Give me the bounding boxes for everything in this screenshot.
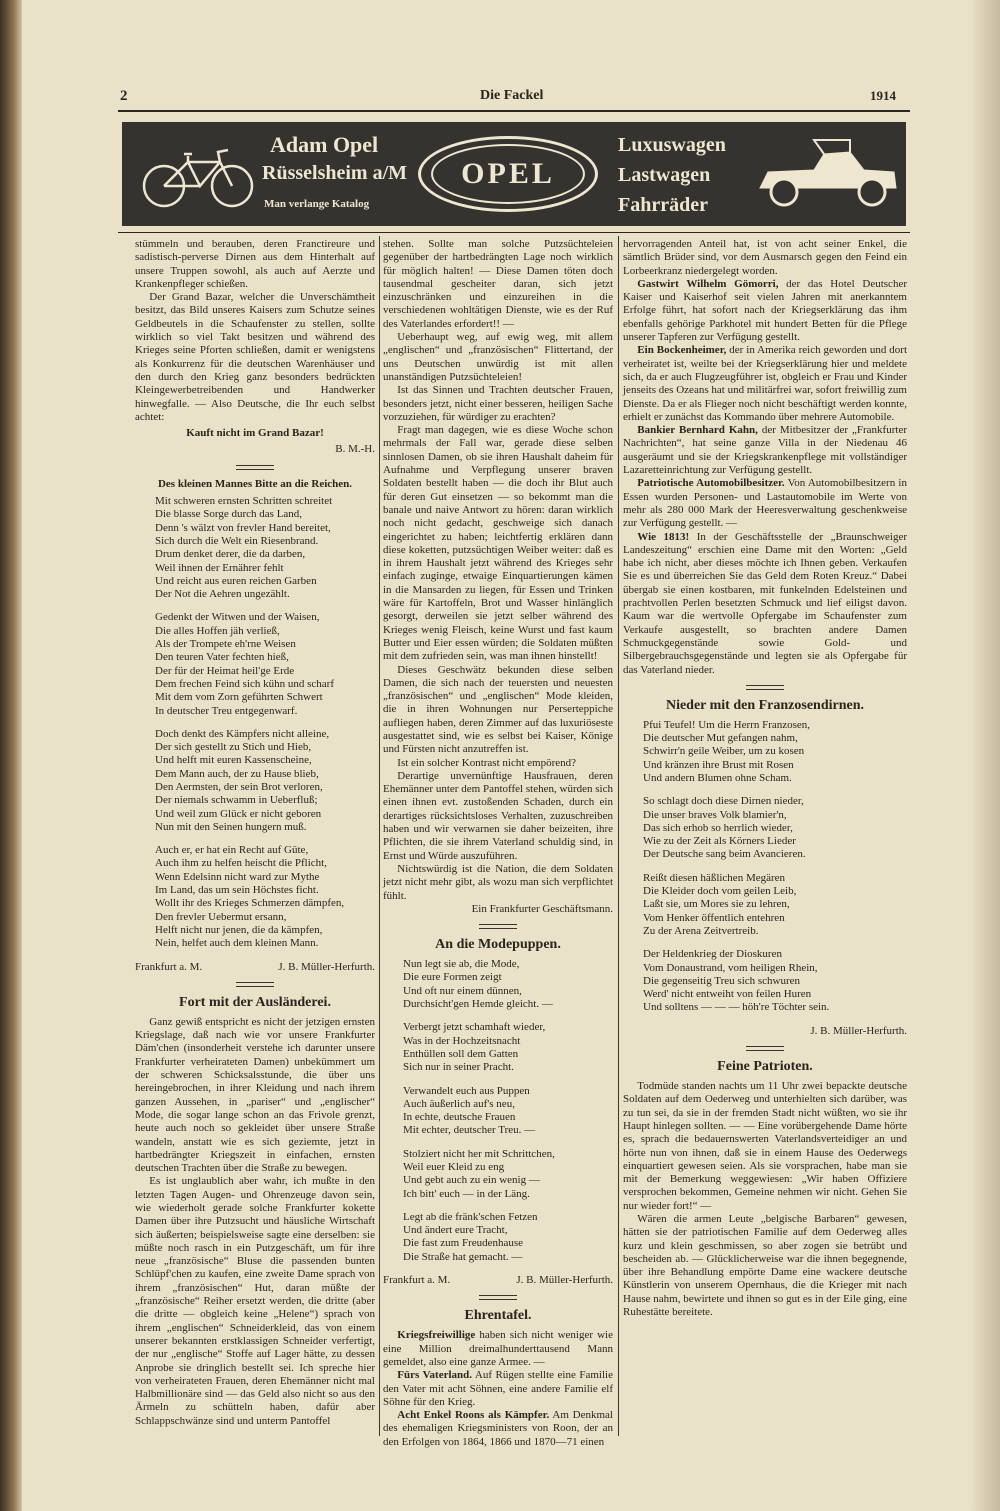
poem-line: Die blasse Sorge durch das Land, xyxy=(155,508,303,521)
byline-author: J. B. Müller-Herfurth. xyxy=(516,1274,613,1287)
poem-line: Die fast zum Freudenhause xyxy=(403,1237,524,1250)
news-item xyxy=(383,1329,613,1369)
signature: J. B. Müller-Herfurth. xyxy=(810,1024,907,1037)
article-heading: Fort mit der Ausländerei. xyxy=(179,994,331,1010)
section-divider xyxy=(746,685,784,690)
poem-line: Und reicht aus euren reichen Garben xyxy=(155,574,317,587)
article-heading: Ehrentafel. xyxy=(464,1308,532,1324)
news-item xyxy=(623,424,907,477)
poem-line: So schlagt doch diese Dirnen nieder, xyxy=(643,795,804,808)
news-item-title: Fürs Vaterland. xyxy=(397,1369,473,1382)
poem-line: Legt ab die fränk'schen Fetzen xyxy=(403,1210,538,1223)
paragraph: stümmeln und berauben, deren Franctireure und sadistisch-perverse Dirnen aus dem Hinterhalt auf unsere Truppen sowohl, als auch auf Aerzte und Krankenpfleger schießen. xyxy=(135,238,375,290)
paragraph: Der Grand Bazar, welcher die Unverschämtheit besitzt, das Bild unseres Kaisers zum Schutze seines Geldbeutels in die Schaufenster zu stellen, sollte wirklich so viel Takt besitzen und während des Krieges seine Pforten schließen, damit er wenigstens als Konkurrenz für die deutschen Warenhäuser und den durch den Krieg ganz besonders bedrückten Kleingewerbetreibenden und Handwerker hinwegfalle. — Also Deutsche, die Ihr euch selbst achtet: xyxy=(135,291,375,423)
section-divider xyxy=(236,465,274,470)
poem-line: Als der Trompete eh'rne Weisen xyxy=(155,638,296,651)
paragraph: Ist ein solcher Kontrast nicht empörend? xyxy=(397,756,576,769)
poem-stanza xyxy=(135,611,375,717)
bicycle-icon xyxy=(140,142,258,212)
poem-line: Den teuren Vater fechten hieß, xyxy=(155,651,289,664)
poem-line: Verwandelt euch aus Puppen xyxy=(403,1084,530,1097)
poem-line: Durchsicht'gen Hemde gleicht. — xyxy=(403,998,553,1011)
poem-stanza xyxy=(135,844,375,950)
poem-line: Pfui Teufel! Um die Herrn Franzosen, xyxy=(643,718,811,731)
news-item-title: Patriotische Automobilbesitzer. xyxy=(637,477,785,490)
paragraph: Ganz gewiß entspricht es nicht der jetzigen ernsten Kriegslage, daß nach wie vor unsere Frankfurter Däm'chen (insonderheit verstehe ich darunter unsere Frankfurter verheirateten Damen) unbekümmert um der schweren Schicksalsstunde, die über uns hereingebrochen, in ihrer Kleidung und nach ihrem ganzen Aussehen, in „pariser“ und „englischer“ Mode, die sogar lange schon an das Frivole grenzt, heute auch noch so gekleidet über unsere Straße wandeln, anstatt wie es sich geziemte, jetzt in hartbedrängter Kriegszeit in einfachen, ernsten deutschen Trachten über die Straße zu bewegen. xyxy=(135,1015,375,1175)
poem-line: Drum denket derer, die da darben, xyxy=(155,548,306,561)
poem-line: Vom Henker öffentlich entehren xyxy=(643,911,785,924)
poem-stanza xyxy=(623,872,907,938)
ad-place: Rüsselsheim a/M xyxy=(262,162,407,184)
poem-line: Wenn Edelsinn nicht ward zur Mythe xyxy=(155,870,320,883)
poem-line: Und andern Blumen ohne Scham. xyxy=(643,771,792,784)
poem-line: Die unser braves Volk blamier'n, xyxy=(643,808,787,821)
byline-author: J. B. Müller-Herfurth. xyxy=(278,960,375,973)
signature: B. M.-H. xyxy=(335,443,375,456)
paragraph: Es ist unglaublich aber wahr, ich mußte in den letzten Tagen Augen- und Ohrenzeuge davon sein, wie wiederholt gerade solche Frankfurter kokette Damen über ihre Putzsucht und häusliche Wirtschaft sich äußerten; beispielsweise sagte eine derselben: sie müßte noch rasch in ein Putzgeschäft, um für ihre neue „französische“ Bluse die passenden bunten Schlüpf'chen zu kaufen, eine zweite Dame sprach von ihrem „französischen“ Hut, daran müßte der „französische“ Reiher ersetzt werden, die dritte (aber die dritte — obgleich keine „Helene“) sprach von ihrem „englischen“ Schneiderkleid, das von einem unserer bekannten erstklassigen Schneider verfertigt, der nur „englische“ Stoffe auf Lager hätte, zu dessen Anprobe sie dringlich bestellt sei. Ich spreche hier von verheirateten Frauen, deren Ehemänner nicht mal Halbmillionäre sind — das Geld also nicht so aus den Ärmeln zu schütteln haben, dafür aber Schlappschwänze sind und unterm Pantoffel xyxy=(135,1175,375,1427)
poem-line: Was in der Hochzeitsnacht xyxy=(403,1034,521,1047)
ad-product-3: Fahrräder xyxy=(618,194,708,216)
article-heading: An die Modepuppen. xyxy=(435,937,561,953)
news-item xyxy=(623,531,907,677)
poem-line: Schwirr'n geile Weiber, um zu kosen xyxy=(643,745,805,758)
car-icon xyxy=(754,136,900,216)
poem-line: Die Straße hat gemacht. — xyxy=(403,1250,523,1263)
poem-line: Und ändert eure Tracht, xyxy=(403,1224,508,1237)
opel-logo-text: OPEL xyxy=(431,144,585,204)
page-number: 2 xyxy=(120,88,128,104)
poem-line: Den Aermsten, der sein Brot verloren, xyxy=(155,780,323,793)
news-item xyxy=(383,1409,613,1449)
paragraph: Ueberhaupt weg, auf ewig weg, mit allem „englischen“ und „französischen“ Flittertand, der uns Deutschen unwürdig ist mit allen unanständigen Putzsüchteleien! xyxy=(383,331,613,383)
year: 1914 xyxy=(870,88,896,103)
poem-stanza xyxy=(383,1148,613,1201)
byline-place: Frankfurt a. M. xyxy=(383,1274,451,1287)
poem-line: Laßt sie, um Mores sie zu lehren, xyxy=(643,898,790,911)
news-item-title: Ein Bockenheimer, xyxy=(637,344,727,357)
paragraph: hervorragenden Anteil hat, ist von acht seiner Enkel, die sämtlich Brüder sind, vor dem Ausmarsch gegen den Feind ein Lorbeerkranz niedergelegt worden. xyxy=(623,238,907,277)
poem-line: Der Deutsche sang beim Avancieren. xyxy=(643,848,806,861)
poem-line: Nun mit den Seinen hungern muß. xyxy=(155,820,307,833)
poem-line: Nein, helfet auch dem kleinen Mann. xyxy=(155,937,319,950)
poem-line: Zu der Arena Zeitvertreib. xyxy=(643,924,759,937)
poem-stanza xyxy=(623,719,907,785)
poem-line: Gedenkt der Witwen und der Waisen, xyxy=(155,611,320,624)
poem-line: Auch ihm zu helfen heischt die Pflicht, xyxy=(155,857,327,870)
header-rule xyxy=(118,110,910,112)
page-fold-shadow xyxy=(970,0,1000,1511)
poem-line: Dem frechen Feind sich kühn und scharf xyxy=(155,677,335,690)
poem-line: Die eure Formen zeigt xyxy=(403,971,502,984)
poem-line: In echte, deutsche Frauen xyxy=(403,1111,516,1124)
poem-line: Die Kleider doch vom geilen Leib, xyxy=(643,885,797,898)
column-2 xyxy=(383,238,613,1449)
news-item-title: Gastwirt Wilhelm Gömorri, xyxy=(637,277,779,290)
poem-stanza xyxy=(383,1021,613,1074)
column-3 xyxy=(623,238,907,1319)
poem-stanza xyxy=(383,1211,613,1264)
poem-line: Der niemals schwamm in Ueberfluß; xyxy=(155,794,318,807)
ad-product-1: Luxuswagen xyxy=(618,134,726,156)
poem-line: Und helft mit euren Kassenscheine, xyxy=(155,754,312,767)
news-item-text: Auf Rügen stellte eine Familie den Vater mit acht Söhnen, eine andere Familie elf Söhne für den Krieg. xyxy=(383,1369,613,1408)
poem-line: Mit echter, deutscher Treu. — xyxy=(403,1124,536,1137)
section-divider xyxy=(746,1046,784,1051)
newspaper-title: Die Fackel xyxy=(480,88,544,103)
paragraph: Dieses Geschwätz bekunden diese selben Damen, die sich nach der teuersten und neuesten „französischen“ und „englischen“ Mode kleiden, die in ihren Wohnungen nur Perserteppiche aufliegen haben, deren Zimmer auf das luxuriöseste ausgestattet sind, wie es selbst bei Kaiser, Könige und Fürsten nicht anzutreffen ist. xyxy=(383,663,613,756)
poem-line: Weil ihnen der Ernährer fehlt xyxy=(155,561,284,574)
poem-line: Der Not die Aehren ungezählt. xyxy=(155,588,290,601)
signature: Ein Frankfurter Geschäftsmann. xyxy=(471,902,613,915)
poem-stanza xyxy=(383,958,613,1011)
poem-line: Und kränzen ihre Brust mit Rosen xyxy=(643,758,794,771)
paragraph: Todmüde standen nachts um 11 Uhr zwei bepackte deutsche Soldaten auf dem Oederweg und unterhielten sich darüber, was zu tun sei, da sie in der fremden Stadt nicht wüßten, wo sie ihr Haupt hinlegen sollten. — — Eine vorübergehende Dame hörte es, sprach die bedauernswerten Vaterlandsverteidiger an und hörte nun von ihnen, daß sie in einem Hause des Oederwegs einquartiert gewesen seien. Als sie vorsprachen, habe man sie mit der Bemerkung weggewiesen: „Wir haben Offiziere versprochen bekommen, Gemeine nehmen wir nicht. Gehen Sie nur wieder fort!“ — xyxy=(623,1080,907,1212)
poem-line: Der sich gestellt zu Stich und Hieb, xyxy=(155,741,312,754)
news-item xyxy=(623,344,907,424)
news-item-text: Von Automobilbesitzern in Essen wurden Personen- und Lastautomobile im Werte von mehr als 280 000 Mark der Heeresverwaltung geschenkweise zur Verfügung gestellt. — xyxy=(623,477,907,530)
poem-stanza xyxy=(623,795,907,861)
news-item-title: Acht Enkel Roons als Kämpfer. xyxy=(397,1409,550,1422)
ad-product-2: Lastwagen xyxy=(618,164,711,186)
poem-line: Die deutscher Mut gefangen nahm, xyxy=(643,732,798,745)
poem-line: Auch äußerlich auf's neu, xyxy=(403,1097,515,1110)
poem-line: Im Land, das um sein Höchstes ficht. xyxy=(155,884,319,897)
ad-company: Adam Opel xyxy=(270,132,379,157)
poem-line: Denn 's wälzt von frevler Hand bereitet, xyxy=(155,521,331,534)
opel-logo xyxy=(418,136,598,212)
poem-line: Vom Donaustrand, vom heiligen Rhein, xyxy=(643,961,818,974)
article-heading: Nieder mit den Franzosendirnen. xyxy=(665,697,865,713)
news-item-title: Bankier Bernhard Kahn, xyxy=(637,424,758,437)
poem-line: Sich durch die Welt ein Riesenbrand. xyxy=(155,534,319,547)
poem-line: Stolziert nicht her mit Schrittchen, xyxy=(403,1147,555,1160)
news-item xyxy=(383,1369,613,1409)
poem-line: Auch er, er hat ein Recht auf Güte, xyxy=(155,844,309,857)
poem-line: Ich bitt' euch — in der Läng. xyxy=(403,1187,530,1200)
poem-line: Werd' nicht entweiht von feilen Huren xyxy=(643,988,812,1001)
byline xyxy=(383,1274,613,1287)
news-item-title: Kriegsfreiwillige xyxy=(397,1329,476,1342)
section-divider xyxy=(479,924,517,929)
news-item-text: der das Hotel Deutscher Kaiser und Kaiserhof seit vielen Jahren mit anerkanntem Erfolge führt, hat sofort nach der Kriegserklärung das ihm ebenfalls gehörige Parkhotel mit hundert Betten für die Pflege unserer Tapferen zur Verfügung gestellt. xyxy=(623,277,907,344)
poem-stanza xyxy=(135,728,375,834)
poem-line: Der für der Heimat heil'ge Erde xyxy=(155,664,295,677)
news-item xyxy=(623,477,907,530)
news-item-text: haben sich nicht weniger wie eine Million dreimalhunderttausend Mann gemeldet, also eine ganze Armee. — xyxy=(383,1329,613,1368)
byline-place: Frankfurt a. M. xyxy=(135,960,203,973)
paragraph: stehen. Sollte man solche Putzsüchteleien gegenüber der hartbedrängten Lage noch wirklich für möglich halten! — Diese Damen töten doch tausendmal gescheiter daran, sich jetzt einzuschränken und einzureihen in die verschiedenen wohltätigen Dienste, wie es der Ruf des Vaterlandes erfordert!! — xyxy=(383,238,613,330)
byline xyxy=(135,961,375,974)
news-item xyxy=(623,278,907,344)
column-1 xyxy=(135,238,375,1428)
poem-line: Den frevler Uebermut ersann, xyxy=(155,910,287,923)
poem-stanza xyxy=(135,495,375,601)
poem-line: Und oft nur einem dünnen, xyxy=(403,984,522,997)
article-heading: Feine Patrioten. xyxy=(717,1059,813,1075)
poem-line: Dem Mann auch, der zu Hause blieb, xyxy=(155,767,319,780)
column-divider xyxy=(618,236,619,1436)
poem-line: Wie zu der Zeit als Körners Lieder xyxy=(643,835,796,848)
paragraph: Nichtswürdig ist die Nation, die dem Soldaten jetzt nicht mehr gibt, als wozu man sich verpflichtet fühlt. xyxy=(383,862,613,902)
poem-line: Doch denkt des Kämpfers nicht alleine, xyxy=(155,727,330,740)
poem-line: Mit dem vom Zorn geführten Schwert xyxy=(155,691,323,704)
content-top-rule xyxy=(118,232,910,233)
paragraph: Wären die armen Leute „belgische Barbaren“ gewesen, hätten sie der patriotischen Familie auf dem Oederweg alles kurz und klein geschmissen, so aber zogen sie betrübt und bescheiden ab. — Glücklicherweise war die ihnen begegnende, über ihre Behandlung empörte Dame eine wackere deutsche Künstlerin von unserem Opernhaus, die die Krieger mit nach Hause nahm, bewirtete und ihnen so gut es in der Eile ging, eine Ruhestätte bereitete. xyxy=(623,1213,907,1319)
poem-line: Verbergt jetzt schamhaft wieder, xyxy=(403,1021,546,1034)
section-divider xyxy=(479,1295,517,1300)
poem-stanza xyxy=(383,1085,613,1138)
news-item-text: Am Denkmal des ehemaligen Kriegsministers von Roon, der an den Erfolgen von 1864, 1866 und 1870—71 einen xyxy=(383,1409,613,1448)
ad-catalog: Man verlange Katalog xyxy=(264,198,370,210)
poem-stanza xyxy=(623,948,907,1014)
poem-line: Die alles Hoffen jäh verließ, xyxy=(155,624,280,637)
poem-line: Wollt ihr des Krieges Schmerzen dämpfen, xyxy=(155,897,345,910)
poem-line: Das sich erhob so herrlich wieder, xyxy=(643,821,793,834)
section-divider xyxy=(236,982,274,987)
paragraph: Ist das Sinnen und Trachten deutscher Frauen, besonders jetzt, nicht einer besseren, heiligen Sache vorzuziehen, für würdiger zu erachten? xyxy=(383,384,613,423)
slogan: Kauft nicht im Grand Bazar! xyxy=(186,427,324,440)
poem-line: Reißt diesen häßlichen Megären xyxy=(643,871,786,884)
poem-line: Weil euer Kleid zu eng xyxy=(403,1161,505,1173)
news-item-text: der Mitbesitzer der „Frankfurter Nachrichten“, hat seine ganze Villa in der Niedenau 46 ausgeräumt und sie der Kriegskrankenpflege mit vollständiger Lazaretteinrichtung zur Verfügung gestellt. xyxy=(623,424,907,477)
poem-line: Und solltens — — — höh're Töchter sein. xyxy=(643,1001,830,1014)
column-divider xyxy=(379,236,380,1436)
poem-line: Mit schweren ernsten Schritten schreitet xyxy=(155,495,333,508)
poem-line: Sich nur in seiner Pracht. xyxy=(403,1061,514,1074)
poem-line: Enthüllen soll dem Gatten xyxy=(403,1047,519,1060)
paragraph: Derartige unvernünftige Hausfrauen, deren Ehemänner unter dem Pantoffel stehen, würden sich einen ihnen evt. zustoßenden Schaden, durch ein derartiges rücksichtsloses Verhalten, zuzuschreiben haben und wir verwarnen sie daher beizeiten, ihre Pflichten, die sie ihrem Vaterland schuldig sind, in Ernst und Würde auszuführen. xyxy=(383,769,613,862)
book-binding xyxy=(0,0,22,1511)
poem-line: In deutscher Treu entgegenwarf. xyxy=(155,704,298,717)
poem-line: Die gegenseitig Treu sich schwuren xyxy=(643,974,801,987)
poem-line: Nun legt sie ab, die Mode, xyxy=(403,958,520,971)
poem-heading: Des kleinen Mannes Bitte an die Reichen. xyxy=(157,477,353,490)
paragraph: Fragt man dagegen, wie es diese Woche schon mehrmals der Fall war, gerade diese selben sinnlosen Damen, ob sie ihren Haushalt daheim für Aufnahme und Verpflegung unserer braven Soldaten bestellt haben — die doch ihr Blut auch für deren Gut einsetzen — so bekommt man die banale und naive Antwort zu hören: daran wirklich noch nicht gedacht, geschweige sich danach eingerichtet zu haben; leichtfertig erklären dann diese koketten, putzsüchtigen Weiber weiter: daß es in ihrem Haushalt jetzt während des Krieges sehr einfach zuginge, etwaige Einquartierungen kämen in die Mansarden zu liegen, für Essen und Trinken wäre für Kartoffeln, Brot und Wasser hinlänglich gesorgt, derweilen sie jetzt selber während des Krieges wenig Fleisch, keine Wurst und fast kaum Butter und Eier essen würden; die Soldaten müßten mit dem zufrieden sein, was man ihnen hinstellt! xyxy=(383,424,613,663)
poem-line: Und weil zum Glück er nicht geboren xyxy=(155,807,322,820)
news-item-title: Wie 1813! xyxy=(637,530,690,543)
poem-line: Helft nicht nur jenen, die da kämpfen, xyxy=(155,923,323,936)
poem-line: Und gebt auch zu ein wenig — xyxy=(403,1174,540,1187)
poem-line: Der Heldenkrieg der Dioskuren xyxy=(643,948,782,961)
news-item-text: In der Geschäftsstelle der „Braunschweiger Landeszeitung“ erschien eine Dame mit den Worten: „Geld habe ich nicht, aber dieses möchte ich Ihnen geben. Verkaufen Sie es und überreichen Sie das Geld dem Roten Kreuz.“ Dabei übergab sie einen kostbaren, mit funkelnden Edelsteinen und prachtvollen Perlen besetzten Schmuck und lief eiligst davon. Kaum war die wertvolle Opfergabe im Schaufenster zum Verkaufe ausgestellt, so brachten andere Damen Schmuckgegenstände sowie Gold- und Silbergebrauchsgegenstände und legten sie als Opfergabe für das Vaterland nieder. xyxy=(623,530,907,676)
news-item-text: der in Amerika reich geworden und dort verheiratet ist, weilte bei der Kriegserklärung hier und meldete sich, da er auch Flugzeugführer ist, obgleich er Frau und Kinder jenseits des Ozeans hat und militärfrei war, sofort freiwillig zum Dienste. Da er als Flieger noch nicht beschäftigt werden konnte, erhielt er zunächst das Kommando über mehrere Automobile. xyxy=(623,344,907,423)
opel-advertisement xyxy=(122,122,906,226)
